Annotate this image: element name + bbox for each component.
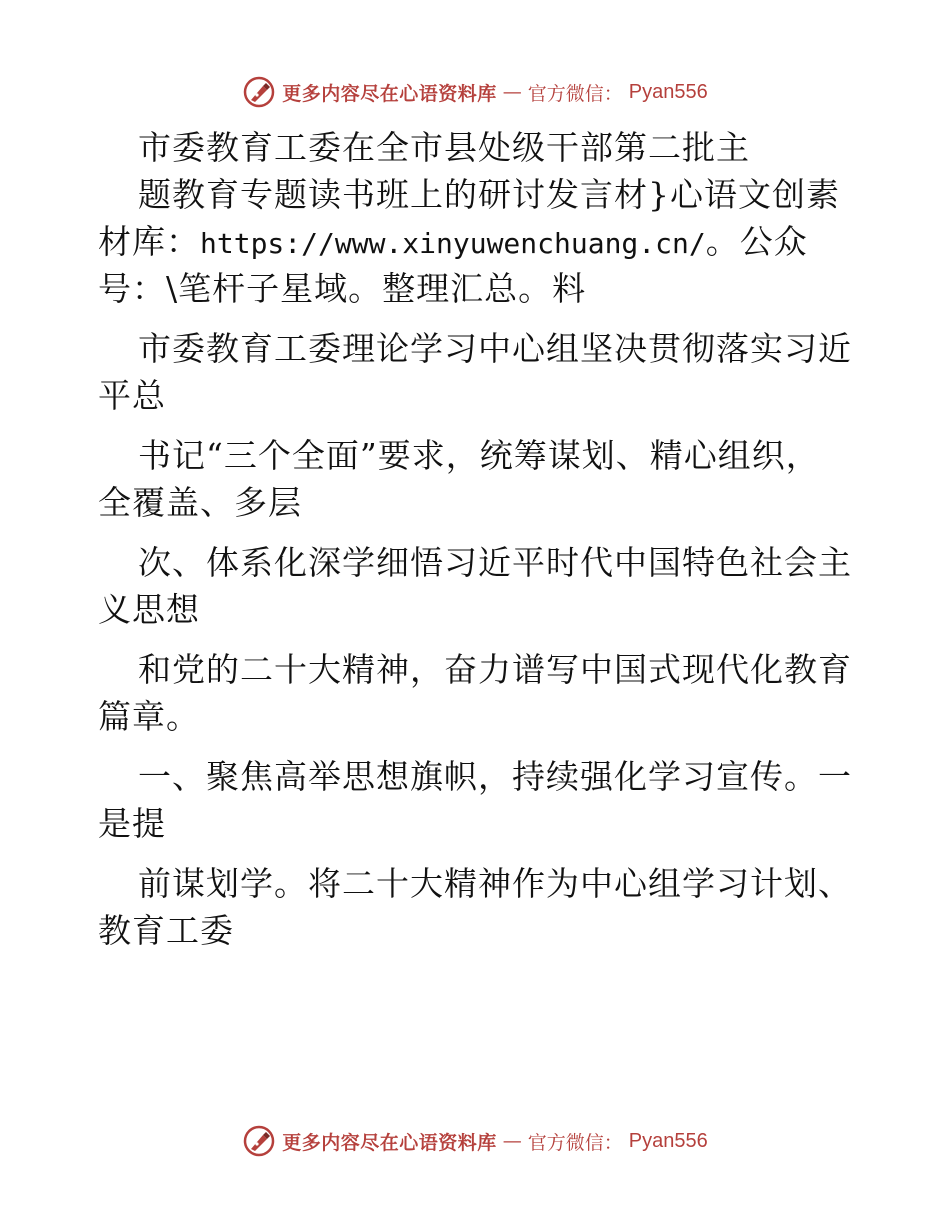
doc-line: 平总 [98,376,166,415]
watermark [242,1124,708,1158]
doc-line: 义思想 [98,590,200,629]
watermark-wechat-id: Pyan556 [628,80,708,103]
page-footer-watermark [0,1121,950,1161]
doc-line: 和党的二十大精神，奋力谱写中国式现代化教育 [138,650,852,689]
doc-line: 一、聚焦高举思想旗帜，持续强化学习宣传。一 [138,757,852,796]
doc-line: 教育工委 [98,911,234,950]
page-header-watermark [0,72,950,112]
watermark-dash: — [502,1130,522,1152]
doc-line: 篇章。 [98,697,200,736]
doc-line: 市委教育工委在全市县处级干部第二批主 [138,128,750,167]
doc-line: 是提 [98,804,166,843]
url-link[interactable]: https://www.xinyuwenchuang.cn/ [200,227,706,260]
doc-line: 题教育专题读书班上的研讨发言材}心语文创素 [138,175,840,214]
doc-text: 材库： [98,222,200,261]
doc-line: 全覆盖、多层 [98,483,302,522]
doc-line: 前谋划学。将二十大精神作为中心组学习计划、 [138,864,852,903]
pen-nib-logo-icon [242,75,276,109]
watermark-text: 更多内容尽在心语资料库 [282,82,497,105]
doc-line-url [98,218,858,265]
doc-line: 号：\笔杆子星域。整理汇总。料 [98,269,587,308]
watermark-text: 更多内容尽在心语资料库 [282,1131,497,1154]
watermark [242,75,708,109]
watermark-wechat-id: Pyan556 [628,1129,708,1152]
doc-line: 次、体系化深学细悟习近平时代中国特色社会主 [138,543,852,582]
document-body [98,124,858,954]
pen-nib-logo-icon [242,1124,276,1158]
watermark-wechat-label: 官方微信： [527,82,623,105]
doc-line: 市委教育工委理论学习中心组坚决贯彻落实习近 [138,329,852,368]
watermark-dash: — [502,81,522,103]
doc-line: 书记“三个全面”要求，统筹谋划、精心组织， [138,436,820,475]
doc-text: 。公众 [705,222,808,261]
watermark-wechat-label: 官方微信： [527,1131,623,1154]
